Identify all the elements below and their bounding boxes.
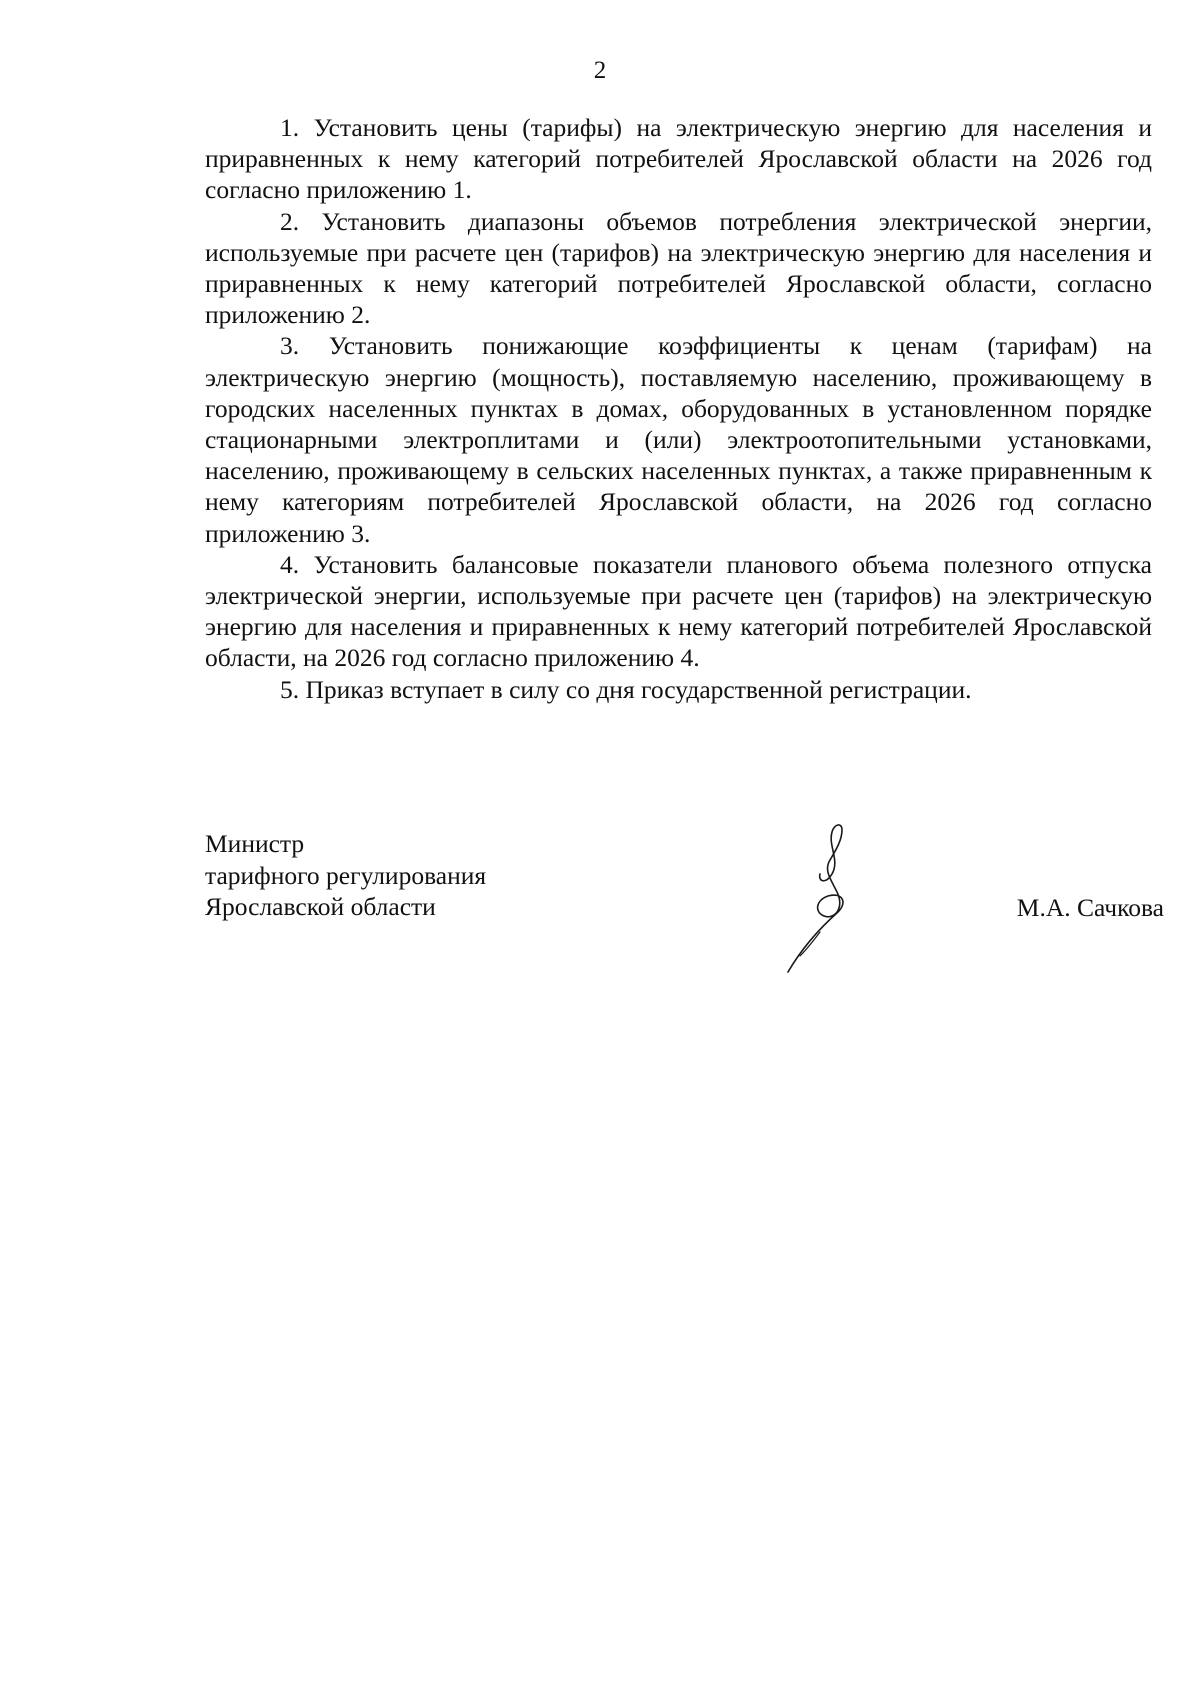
order-body bbox=[205, 112, 1152, 705]
position-line-2: тарифного регулирования bbox=[205, 860, 487, 890]
paragraph-4: 4. Установить балансовые показатели планового объема полезного отпуска электрической энергии, используемые при расчете цен (тарифов) на электрическую энергию для населения и приравненных к нему категорий потребителей Ярославской области, на 2026 год согласно приложению 4. bbox=[205, 549, 1152, 673]
position-line-3: Ярославской области bbox=[205, 892, 436, 921]
paragraph-2: 2. Установить диапазоны объемов потребления электрической энергии, используемые при расчете цен (тарифов) на электрическую энергию для населения и приравненных к нему категорий потребителей Ярославской области, согласно приложению 2. bbox=[205, 206, 1152, 330]
paragraph-3: 3. Установить понижающие коэффициенты к ценам (тарифам) на электрическую энергию (мощность), поставляемую населению, проживающему в городских населенных пунктах в домах, оборудованных в установленном порядке стационарными электроплитами и (или) электроотопительными установками, населению, проживающему в сельских населенных пунктах, а также приравненным к нему категориям потребителей Ярославской области, на 2026 год согласно приложению 3. bbox=[205, 331, 1152, 548]
signer-name: М.А. Сачкова bbox=[1016, 893, 1164, 922]
handwritten-signature bbox=[780, 820, 920, 980]
paragraph-1: 1. Установить цены (тарифы) на электрическую энергию для населения и приравненных к нему категорий потребителей Ярославской области на 2026 год согласно приложению 1. bbox=[205, 113, 1152, 205]
paragraph-5: 5. Приказ вступает в силу со дня государственной регистрации. bbox=[280, 674, 972, 704]
signatory-position bbox=[205, 828, 486, 923]
page-number: 2 bbox=[593, 57, 607, 84]
position-line-1: Министр bbox=[205, 829, 305, 858]
